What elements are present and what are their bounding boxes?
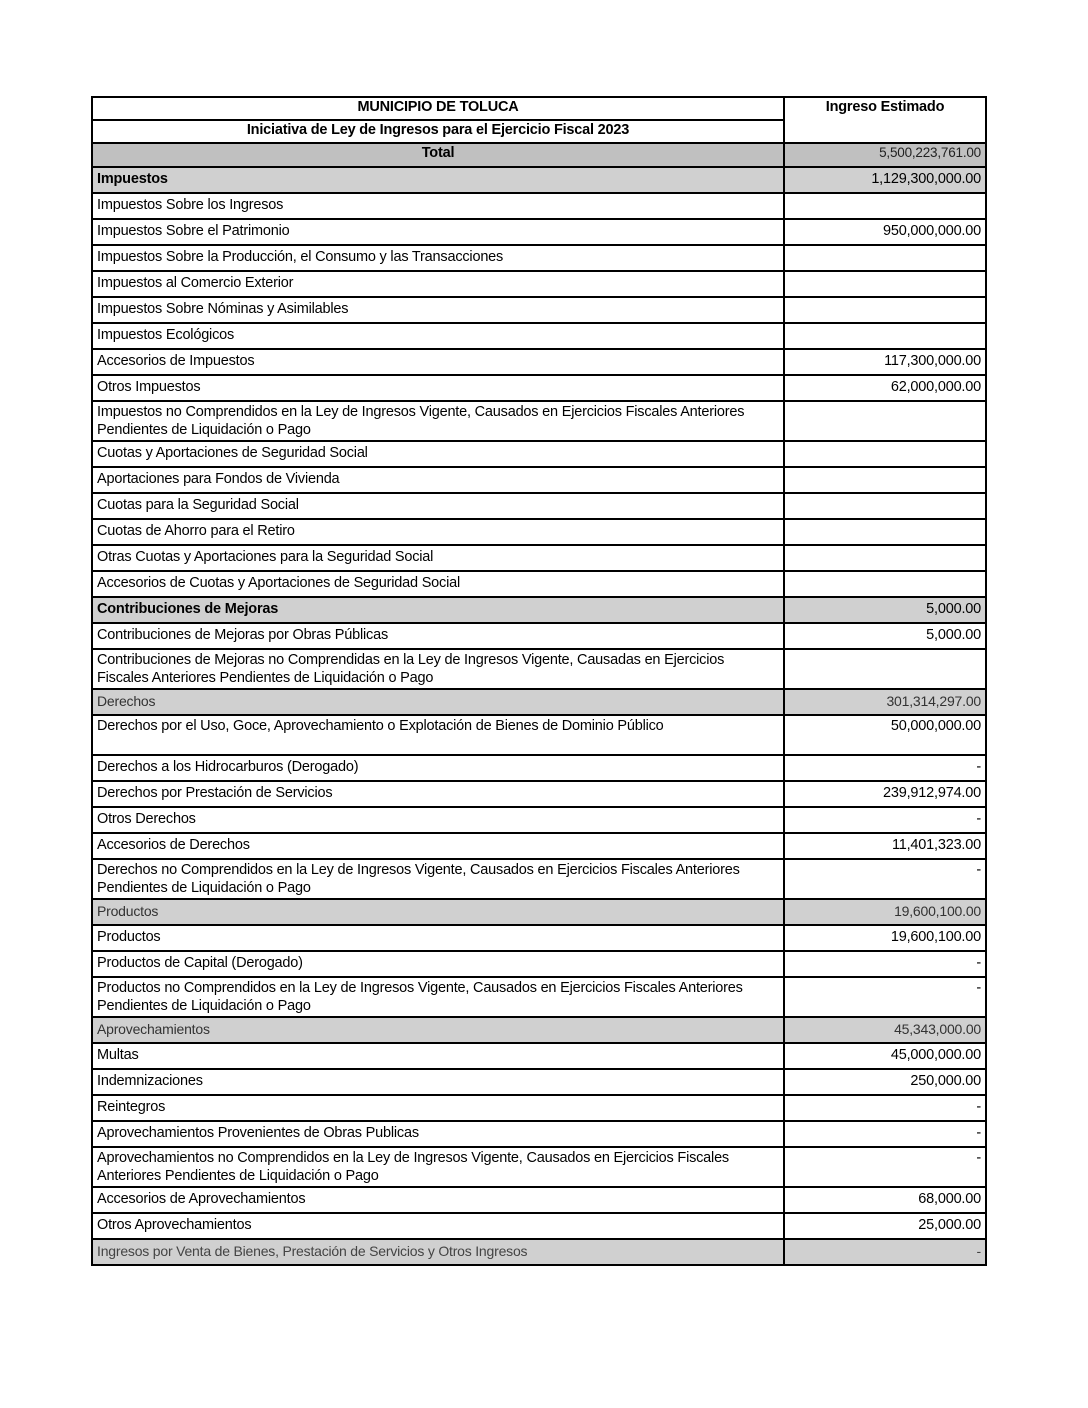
row-label: Accesorios de Cuotas y Aportaciones de Seguridad Social bbox=[92, 571, 784, 597]
row-amount: 250,000.00 bbox=[784, 1069, 986, 1095]
table-row bbox=[92, 715, 986, 755]
row-amount: - bbox=[784, 1095, 986, 1121]
row-amount: - bbox=[784, 1147, 986, 1187]
table-row bbox=[92, 441, 986, 467]
row-amount: 19,600,100.00 bbox=[784, 925, 986, 951]
row-amount: - bbox=[784, 977, 986, 1017]
table-row bbox=[92, 951, 986, 977]
table-row bbox=[92, 467, 986, 493]
section-row bbox=[92, 689, 986, 715]
section-row bbox=[92, 899, 986, 925]
row-label: Contribuciones de Mejoras no Comprendidas en la Ley de Ingresos Vigente, Causadas en Ejercicios Fiscales Anteriores Pendientes de Liquidación o Pago bbox=[92, 649, 784, 689]
table-row bbox=[92, 1187, 986, 1213]
municipio-title: MUNICIPIO DE TOLUCA bbox=[92, 97, 784, 120]
row-amount: - bbox=[784, 1239, 986, 1265]
row-label: Impuestos al Comercio Exterior bbox=[92, 271, 784, 297]
total-row bbox=[92, 143, 986, 167]
row-amount bbox=[784, 493, 986, 519]
row-label: Accesorios de Aprovechamientos bbox=[92, 1187, 784, 1213]
table-row bbox=[92, 1147, 986, 1187]
row-amount: - bbox=[784, 859, 986, 899]
row-amount bbox=[784, 519, 986, 545]
table-row bbox=[92, 571, 986, 597]
row-label: Derechos bbox=[92, 689, 784, 715]
row-label: Aprovechamientos Provenientes de Obras Publicas bbox=[92, 1121, 784, 1147]
row-amount bbox=[784, 271, 986, 297]
row-label: Derechos a los Hidrocarburos (Derogado) bbox=[92, 755, 784, 781]
row-amount: - bbox=[784, 755, 986, 781]
row-amount: 301,314,297.00 bbox=[784, 689, 986, 715]
row-label: Contribuciones de Mejoras bbox=[92, 597, 784, 623]
document-page bbox=[91, 96, 985, 1266]
table-row bbox=[92, 781, 986, 807]
row-label: Cuotas de Ahorro para el Retiro bbox=[92, 519, 784, 545]
row-label: Derechos no Comprendidos en la Ley de Ingresos Vigente, Causados en Ejercicios Fiscales Anteriores Pendientes de Liquidación o Pago bbox=[92, 859, 784, 899]
row-label: Indemnizaciones bbox=[92, 1069, 784, 1095]
row-label: Contribuciones de Mejoras por Obras Públicas bbox=[92, 623, 784, 649]
row-amount: 5,000.00 bbox=[784, 597, 986, 623]
table-row bbox=[92, 297, 986, 323]
row-label: Impuestos Ecológicos bbox=[92, 323, 784, 349]
table-row bbox=[92, 807, 986, 833]
row-label: Impuestos no Comprendidos en la Ley de Ingresos Vigente, Causados en Ejercicios Fiscales Anteriores Pendientes de Liquidación o Pago bbox=[92, 401, 784, 441]
row-label: Accesorios de Impuestos bbox=[92, 349, 784, 375]
row-amount: 11,401,323.00 bbox=[784, 833, 986, 859]
ingreso-estimado-header: Ingreso Estimado bbox=[784, 97, 986, 143]
row-amount bbox=[784, 401, 986, 441]
table-row bbox=[92, 649, 986, 689]
table-row bbox=[92, 545, 986, 571]
row-amount: 68,000.00 bbox=[784, 1187, 986, 1213]
row-label: Productos bbox=[92, 925, 784, 951]
row-label: Multas bbox=[92, 1043, 784, 1069]
row-label: Impuestos bbox=[92, 167, 784, 193]
row-amount: - bbox=[784, 1121, 986, 1147]
row-amount: 45,000,000.00 bbox=[784, 1043, 986, 1069]
row-amount: - bbox=[784, 951, 986, 977]
row-label: Cuotas para la Seguridad Social bbox=[92, 493, 784, 519]
row-label: Aprovechamientos no Comprendidos en la Ley de Ingresos Vigente, Causados en Ejercicios Fiscales Anteriores Pendientes de Liquidación o Pago bbox=[92, 1147, 784, 1187]
row-label: Productos bbox=[92, 899, 784, 925]
row-label: Cuotas y Aportaciones de Seguridad Social bbox=[92, 441, 784, 467]
table-row bbox=[92, 925, 986, 951]
header-row-municipio bbox=[92, 97, 986, 120]
table-row bbox=[92, 833, 986, 859]
row-label: Otros Aprovechamientos bbox=[92, 1213, 784, 1239]
row-amount bbox=[784, 571, 986, 597]
section-row bbox=[92, 597, 986, 623]
row-label: Aportaciones para Fondos de Vivienda bbox=[92, 467, 784, 493]
row-label: Impuestos Sobre los Ingresos bbox=[92, 193, 784, 219]
table-row bbox=[92, 245, 986, 271]
table-row bbox=[92, 219, 986, 245]
table-row bbox=[92, 1069, 986, 1095]
table-row bbox=[92, 401, 986, 441]
row-amount bbox=[784, 441, 986, 467]
table-row bbox=[92, 755, 986, 781]
row-amount: 25,000.00 bbox=[784, 1213, 986, 1239]
table-row bbox=[92, 1043, 986, 1069]
row-amount: 45,343,000.00 bbox=[784, 1017, 986, 1043]
row-amount bbox=[784, 649, 986, 689]
row-amount: 950,000,000.00 bbox=[784, 219, 986, 245]
table-row bbox=[92, 271, 986, 297]
table-row bbox=[92, 349, 986, 375]
row-amount: 5,000.00 bbox=[784, 623, 986, 649]
section-row bbox=[92, 167, 986, 193]
row-label: Impuestos Sobre la Producción, el Consumo y las Transacciones bbox=[92, 245, 784, 271]
row-label: Impuestos Sobre Nóminas y Asimilables bbox=[92, 297, 784, 323]
row-label: Derechos por el Uso, Goce, Aprovechamiento o Explotación de Bienes de Dominio Público bbox=[92, 715, 784, 755]
row-amount bbox=[784, 297, 986, 323]
table-row bbox=[92, 1213, 986, 1239]
row-label: Ingresos por Venta de Bienes, Prestación de Servicios y Otros Ingresos bbox=[92, 1239, 784, 1265]
row-amount bbox=[784, 245, 986, 271]
row-amount: - bbox=[784, 807, 986, 833]
table-row bbox=[92, 323, 986, 349]
table-row bbox=[92, 977, 986, 1017]
table-row bbox=[92, 375, 986, 401]
row-label: Productos de Capital (Derogado) bbox=[92, 951, 784, 977]
row-amount: 62,000,000.00 bbox=[784, 375, 986, 401]
row-amount: 117,300,000.00 bbox=[784, 349, 986, 375]
row-label: Impuestos Sobre el Patrimonio bbox=[92, 219, 784, 245]
row-amount bbox=[784, 323, 986, 349]
table-row bbox=[92, 193, 986, 219]
row-label: Otros Derechos bbox=[92, 807, 784, 833]
table-row bbox=[92, 1239, 986, 1265]
table-row bbox=[92, 623, 986, 649]
row-label: Derechos por Prestación de Servicios bbox=[92, 781, 784, 807]
table-row bbox=[92, 1095, 986, 1121]
row-amount bbox=[784, 467, 986, 493]
table-row bbox=[92, 493, 986, 519]
row-label: Reintegros bbox=[92, 1095, 784, 1121]
row-amount: 1,129,300,000.00 bbox=[784, 167, 986, 193]
row-amount bbox=[784, 193, 986, 219]
row-label: Otras Cuotas y Aportaciones para la Seguridad Social bbox=[92, 545, 784, 571]
row-label: Productos no Comprendidos en la Ley de Ingresos Vigente, Causados en Ejercicios Fiscales Anteriores Pendientes de Liquidación o Pago bbox=[92, 977, 784, 1017]
total-label: Total bbox=[92, 143, 784, 167]
section-row bbox=[92, 1017, 986, 1043]
table-row bbox=[92, 1121, 986, 1147]
table-row bbox=[92, 859, 986, 899]
row-label: Otros Impuestos bbox=[92, 375, 784, 401]
row-amount: 19,600,100.00 bbox=[784, 899, 986, 925]
row-label: Accesorios de Derechos bbox=[92, 833, 784, 859]
row-amount bbox=[784, 545, 986, 571]
iniciativa-title: Iniciativa de Ley de Ingresos para el Ejercicio Fiscal 2023 bbox=[92, 120, 784, 143]
ley-ingresos-table bbox=[91, 96, 987, 1266]
row-amount: 239,912,974.00 bbox=[784, 781, 986, 807]
row-label: Aprovechamientos bbox=[92, 1017, 784, 1043]
row-amount: 50,000,000.00 bbox=[784, 715, 986, 755]
total-value: 5,500,223,761.00 bbox=[784, 143, 986, 167]
table-row bbox=[92, 519, 986, 545]
